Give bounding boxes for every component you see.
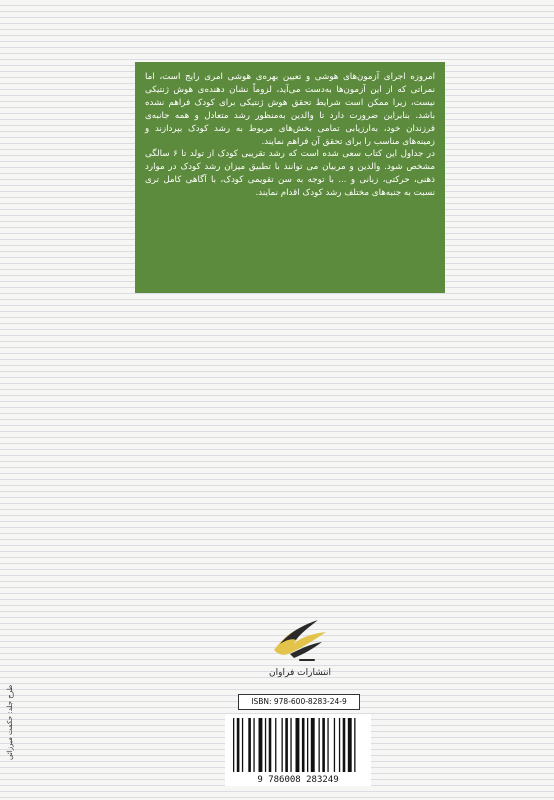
publisher-name: انتشارات فراوان (269, 668, 331, 678)
isbn-label: ISBN: 978-600-8283-24-9 (238, 694, 360, 710)
barcode (225, 714, 371, 786)
bird-logo-icon (270, 614, 332, 666)
blurb-paragraph-1: امروزه اجرای آزمون‌های هوشی و تعیین بهره‌ی هوشی امری رایج است، اما نمراتی که از این آزمون‌ها به‌دست می‌آید، لزوماً نشان دهنده‌ی هوش ژنتیکی نیست، زیرا ممکن است شرایط تحقق هوش ژنتیکی برای کودک فراهم نشده باشد. بنابراین ضرورت دارد تا والدین به‌منظور رشد متعادل و همه جانبه‌ی فرزندان خود، به‌ارزیابی تمامی بخش‌های مربوط به رشد کودک بپردازند و زمینه‌های مناسب را برای تحقق آن فراهم نمایند. (145, 72, 435, 147)
description-box (135, 62, 445, 293)
barcode-digits: 9 786008 283249 (257, 775, 339, 785)
cover-designer-credit: طرح جلد: حکمت میرزائی (6, 684, 14, 760)
blurb-paragraph-2: در جداول این کتاب سعی شده است که رشد تقریبی کودک از تولد تا ۶ سالگی مشخص شود. والدین و مربیان می توانند با تطبیق میزان رشد کودک در موارد ذهنی، حرکتی، زبانی و ... با توجه به سن تقویمی کودک، با آگاهی کامل تری نسبت به جنبه‌های مختلف رشد کودک اقدام نمایند. (145, 149, 435, 199)
